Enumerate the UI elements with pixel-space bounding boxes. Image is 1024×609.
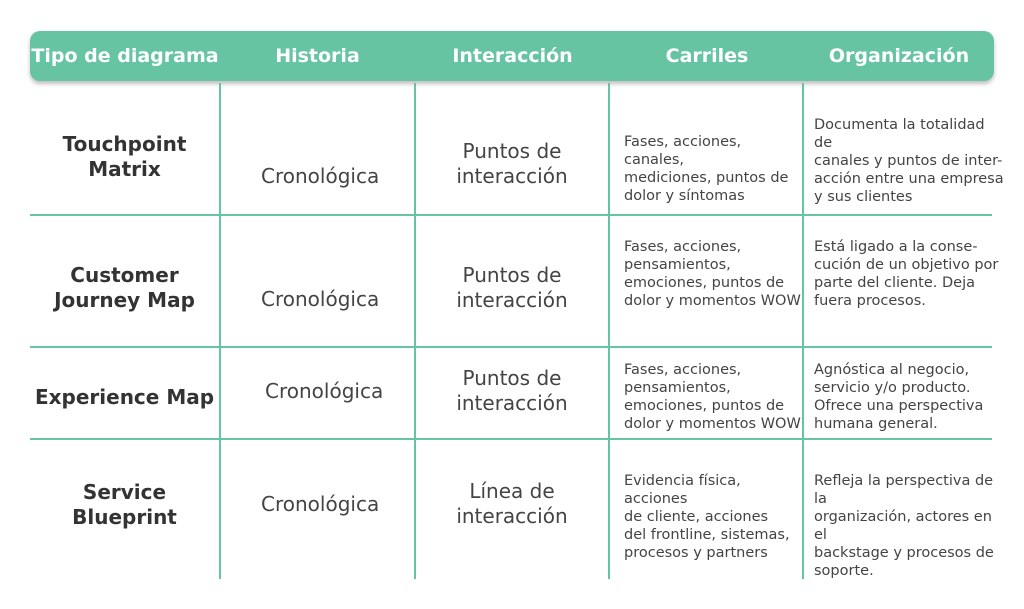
- row-divider: [30, 438, 992, 440]
- interaction-cell: Línea de interacción: [456, 479, 568, 528]
- interaction-cell: Puntos de interacción: [456, 263, 568, 312]
- header-organizacion: Organización: [828, 45, 970, 67]
- header-carriles: Carriles: [665, 45, 749, 67]
- column-divider: [219, 83, 221, 579]
- history-cell: Cronológica: [261, 287, 380, 311]
- organization-cell: Está ligado a la conse- cución de un objetivo por parte del cliente. Deja fuera procesos.: [814, 239, 999, 309]
- header-historia: Historia: [275, 45, 360, 67]
- column-divider: [608, 83, 610, 579]
- diagram-type-cell: Touchpoint Matrix: [62, 132, 187, 181]
- interaction-cell: Puntos de interacción: [456, 366, 568, 415]
- lanes-cell: Fases, acciones, pensamientos, emociones, puntos de dolor y momentos WOW: [624, 362, 801, 432]
- lanes-cell: Fases, acciones, pensamientos, emociones, puntos de dolor y momentos WOW: [624, 239, 801, 309]
- header-tipo-de-diagrama: Tipo de diagrama: [31, 45, 219, 67]
- diagram-type-cell: Service Blueprint: [72, 479, 177, 529]
- lanes-cell: Evidencia física, acciones de cliente, acciones del frontline, sistemas, procesos y partners: [624, 473, 790, 561]
- interaction-cell: Puntos de interacción: [456, 139, 568, 188]
- diagram-type-cell: Experience Map: [34, 385, 215, 409]
- row-divider: [30, 346, 992, 348]
- table-header: [30, 31, 994, 81]
- history-cell: Cronológica: [261, 492, 380, 516]
- history-cell: Cronológica: [265, 379, 384, 403]
- organization-cell: Refleja la perspectiva de la organización, actores en el backstage y procesos de soporte.: [814, 473, 994, 579]
- history-cell: Cronológica: [261, 164, 380, 188]
- header-interaccion: Interacción: [452, 45, 573, 67]
- organization-cell: Documenta la totalidad de canales y puntos de inter- acción entre una empresa y sus clientes: [814, 117, 1004, 205]
- organization-cell: Agnóstica al negocio, servicio y/o producto. Ofrece una perspectiva humana general.: [814, 362, 984, 432]
- diagram-type-cell: Customer Journey Map: [54, 263, 195, 312]
- lanes-cell: Fases, acciones, canales, mediciones, puntos de dolor y síntomas: [624, 134, 789, 204]
